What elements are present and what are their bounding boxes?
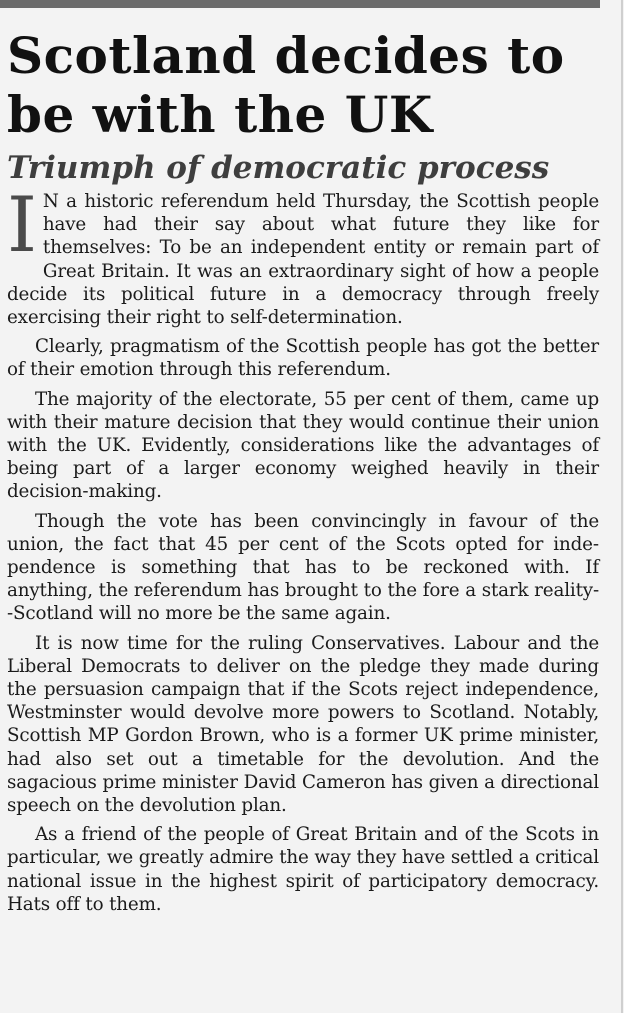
drop-cap: I — [7, 180, 37, 269]
paragraph-2: Clearly, pragmatism of the Scottish people has got the better of their emotion through this referendum. — [7, 336, 599, 381]
paragraph-5: It is now time for the ruling Conservatives. Labour and the Liberal Democrats to deliver on the pledge they made during the persuasion campaign that if the Scots reject independence, Westminster would devolve more powers to Scotland. Notably, Scottish MP Gordon Brown, who is a former UK prime minister, had also set out a timetable for the devolution. And the sagacious prime minister David Cameron has given a directional speech on the devolution plan. — [7, 632, 599, 817]
editorial-article — [7, 26, 599, 922]
column-divider — [621, 0, 623, 1013]
subheadline: Triumph of democratic process — [7, 150, 550, 186]
paragraph-3: The majority of the electorate, 55 per cent of them, came up with their mature decision that they would continue their union with the UK. Evidently, considerations like the advantages of being part of a larger economy weighed heavily in their decision-making. — [7, 388, 599, 503]
headline: Scotland decides to be with the UK — [7, 26, 565, 144]
paragraph-4: Though the vote has been convincingly in favour of the union, the fact that 45 per cent of the Scots opted for independence is something that has to be reckoned with. If anything, the referendum has brought to the fore a stark reality--Scotland will no more be the same again. — [7, 510, 599, 625]
lead-paragraph-text: N a historic referendum held Thursday, the Scottish people have had their say about what future they like for themselves: To be an independent entity or remain part of Great Britain. It was an extraordinary sight of how a people decide its political future in a democracy through freely exercising their right to self-determination. — [7, 191, 599, 329]
lead-paragraph — [7, 180, 599, 329]
top-rule — [0, 0, 600, 8]
paragraph-6: As a friend of the people of Great Britain and of the Scots in particular, we greatly admire the way they have settled a critical national issue in the highest spirit of participatory democracy. Hats off to them. — [7, 824, 599, 915]
article-body — [7, 180, 599, 916]
